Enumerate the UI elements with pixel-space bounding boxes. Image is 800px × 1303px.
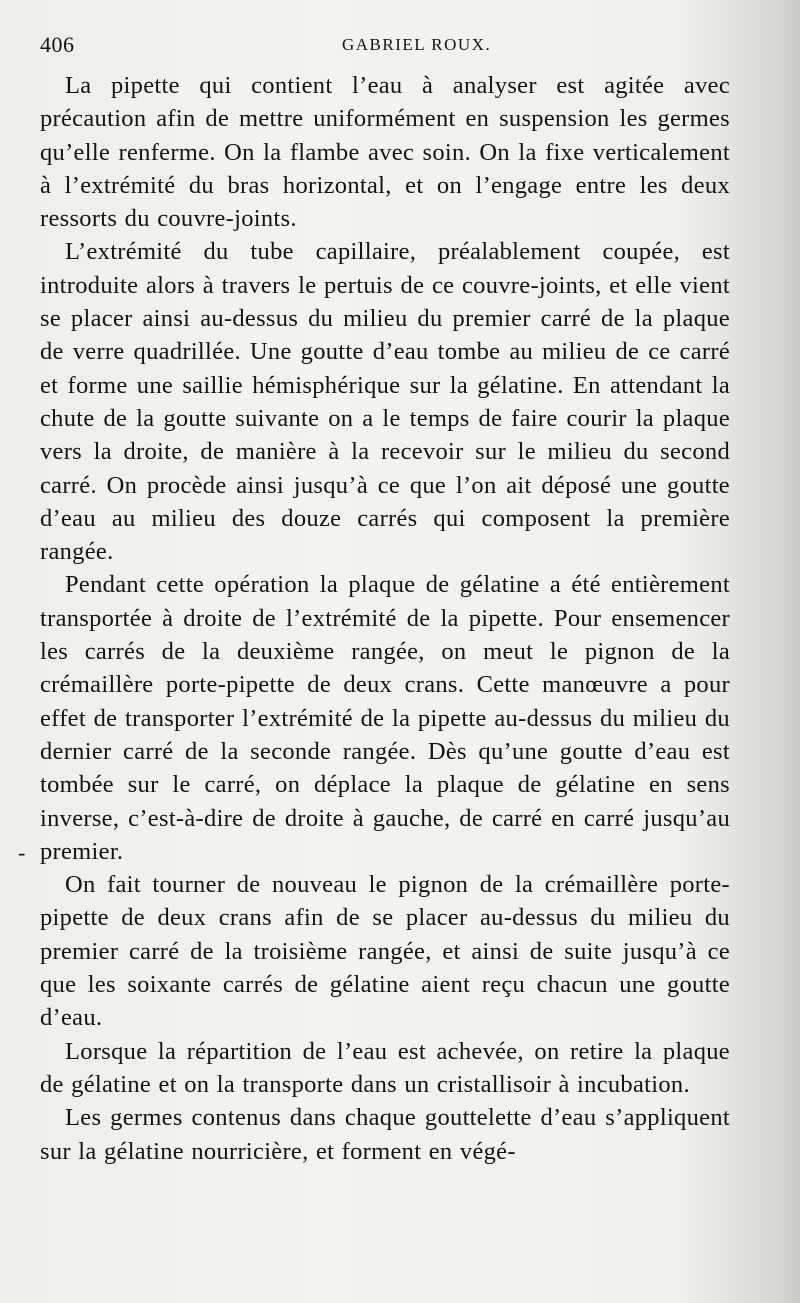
page-number: 406 <box>40 32 75 57</box>
page-header <box>40 32 740 62</box>
paragraph-6: Les germes contenus dans chaque gouttelette d’eau s’appliquent sur la gélatine nourricière, et forment en végé- <box>40 1104 730 1165</box>
running-head: GABRIEL ROUX. <box>342 35 492 54</box>
paragraph-3: Pendant cette opération la plaque de gélatine a été entièrement transportée à droite de l’extrémité de la pipette. Pour ensemencer les carrés de la deuxième rangée, on meut le pignon de la crémaillère porte-pipette de deux crans. Cette manœuvre a pour effet de transporter l’extrémité de la pipette au-dessus du milieu du dernier carré de la seconde rangée. Dès qu’une goutte d’eau est tombée sur le carré, on déplace la plaque de gélatine en sens inverse, c’est-à-dire de droite à gauche, de carré en carré jusqu’au premier. <box>40 571 730 865</box>
margin-mark: - <box>18 840 26 865</box>
paragraph-1: La pipette qui contient l’eau à analyser est agitée avec précaution afin de mettre uniformément en suspension les germes qu’elle renferme. On la flambe avec soin. On la fixe verticalement à l’extrémité du bras horizontal, et on l’engage entre les deux ressorts du couvre-joints. <box>40 72 730 233</box>
paragraph-2: L’extrémité du tube capillaire, préalablement coupée, est introduite alors à travers le pertuis de ce couvre-joints, et elle vient se placer ainsi au-dessus du milieu du premier carré de la plaque de verre quadrillée. Une goutte d’eau tombe au milieu de ce carré et forme une saillie hémisphérique sur la gélatine. En attendant la chute de la goutte suivante on a le temps de faire courir la plaque vers la droite, de manière à la recevoir sur le milieu du second carré. On procède ainsi jusqu’à ce que l’on ait déposé une goutte d’eau au milieu des douze carrés qui composent la première rangée. <box>40 238 730 566</box>
body-text <box>40 69 730 1168</box>
paragraph-5: Lorsque la répartition de l’eau est achevée, on retire la plaque de gélatine et on la transporte dans un cristallisoir à incubation. <box>40 1037 730 1098</box>
paragraph-4: On fait tourner de nouveau le pignon de la crémaillère porte-pipette de deux crans afin de se placer au-dessus du milieu du premier carré de la troisième rangée, et ainsi de suite jusqu’à ce que les soixante carrés de gélatine aient reçu chacun une goutte d’eau. <box>40 871 730 1032</box>
